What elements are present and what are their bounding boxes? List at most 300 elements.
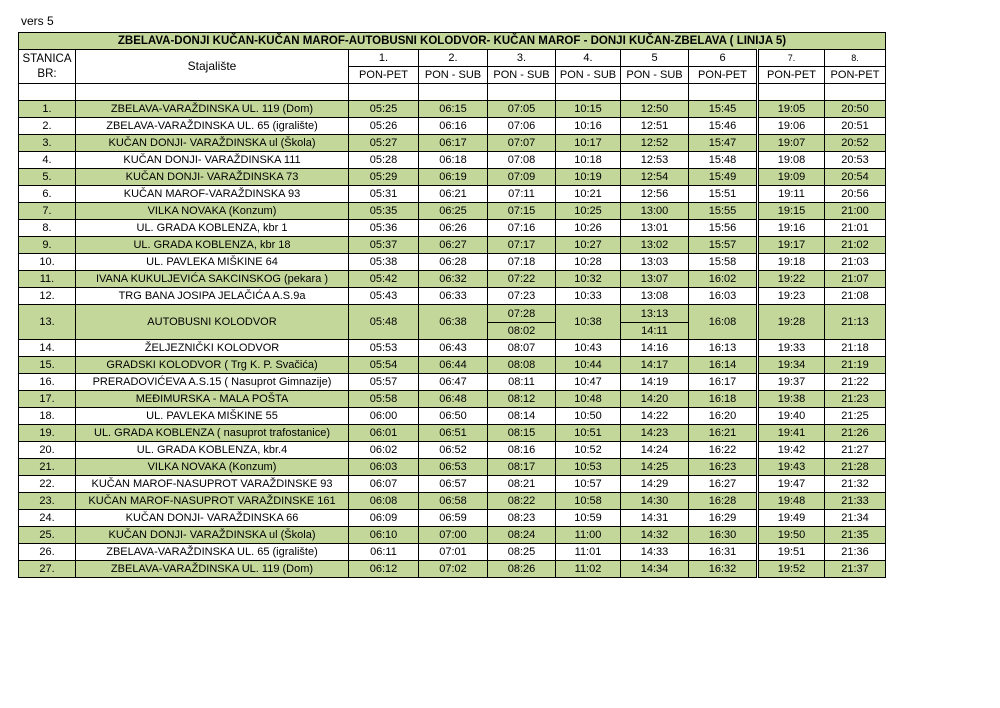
stop-name-cell: KUČAN MAROF-NASUPROT VARAŽDINSKE 161 <box>76 493 349 510</box>
departure-time-cell: 21:23 <box>825 391 886 408</box>
departure-time-cell: 06:10 <box>349 527 419 544</box>
departure-time-cell: 10:27 <box>556 237 621 254</box>
departure-time-cell: 06:09 <box>349 510 419 527</box>
departure-time-cell: 06:57 <box>419 476 488 493</box>
departure-time-cell: 08:15 <box>488 425 556 442</box>
stop-name-cell: MEĐIMURSKA - MALA POŠTA <box>76 391 349 408</box>
departure-time-cell: 08:08 <box>488 357 556 374</box>
departure-time-cell: 21:28 <box>825 459 886 476</box>
departure-time-cell: 10:38 <box>556 305 621 340</box>
table-row <box>19 203 886 220</box>
departure-time-cell: 08:23 <box>488 510 556 527</box>
table-row <box>19 101 886 118</box>
departure-time-cell: 07:02 <box>419 561 488 578</box>
departure-time-cell: 05:42 <box>349 271 419 288</box>
departure-time-cell: 11:02 <box>556 561 621 578</box>
spacer-cell <box>689 84 758 101</box>
table-row <box>19 169 886 186</box>
stop-name-cell: VILKA NOVAKA (Konzum) <box>76 459 349 476</box>
departure-time-cell: 06:51 <box>419 425 488 442</box>
departure-time-cell: 13:07 <box>621 271 689 288</box>
departure-time-cell: 15:57 <box>689 237 758 254</box>
departure-time-cell: 19:08 <box>758 152 825 169</box>
departure-time-cell: 05:48 <box>349 305 419 340</box>
departure-time-cell: 14:20 <box>621 391 689 408</box>
departure-time-cell: 06:59 <box>419 510 488 527</box>
departure-time-cell: 05:36 <box>349 220 419 237</box>
departure-time-cell: 06:17 <box>419 135 488 152</box>
table-row <box>19 476 886 493</box>
spacer-cell <box>19 84 76 101</box>
departure-time-cell: 16:08 <box>689 305 758 340</box>
departure-time-cell: 10:15 <box>556 101 621 118</box>
departure-time-cell: 08:12 <box>488 391 556 408</box>
stop-header: Stajalište <box>76 50 349 84</box>
days-cell-2: PON - SUB <box>419 67 488 84</box>
departure-time-cell: 21:01 <box>825 220 886 237</box>
departure-time-cell: 21:03 <box>825 254 886 271</box>
station-number-cell: 18. <box>19 408 76 425</box>
stop-name-cell: UL. GRADA KOBLENZA ( nasuprot trafostanice) <box>76 425 349 442</box>
departure-time-cell: 14:29 <box>621 476 689 493</box>
spacer-cell <box>758 84 825 101</box>
departure-time-cell: 06:27 <box>419 237 488 254</box>
departure-time-cell: 19:38 <box>758 391 825 408</box>
departure-time-cell: 19:18 <box>758 254 825 271</box>
departure-time-cell: 07:17 <box>488 237 556 254</box>
departure-time-cell: 19:11 <box>758 186 825 203</box>
departure-time-cell: 14:24 <box>621 442 689 459</box>
departure-header-5: 5 <box>621 50 689 67</box>
departure-header-3: 3. <box>488 50 556 67</box>
departure-time-cell: 19:41 <box>758 425 825 442</box>
departure-time-cell: 07:07 <box>488 135 556 152</box>
departure-time-cell: 06:50 <box>419 408 488 425</box>
departure-time-cell: 15:48 <box>689 152 758 169</box>
table-row <box>19 237 886 254</box>
spacer-cell <box>825 84 886 101</box>
departure-time-cell: 21:00 <box>825 203 886 220</box>
station-number-cell: 1. <box>19 101 76 118</box>
station-number-cell: 5. <box>19 169 76 186</box>
departure-time-cell: 13:02 <box>621 237 689 254</box>
departure-time-cell: 16:14 <box>689 357 758 374</box>
departure-time-cell: 06:43 <box>419 340 488 357</box>
departure-time-cell: 21:07 <box>825 271 886 288</box>
departure-time-cell: 19:23 <box>758 288 825 305</box>
departure-header-2: 2. <box>419 50 488 67</box>
departure-time-cell: 14:16 <box>621 340 689 357</box>
departure-time-cell: 08:21 <box>488 476 556 493</box>
departure-time-cell: 05:37 <box>349 237 419 254</box>
departure-time-cell: 16:22 <box>689 442 758 459</box>
departure-time-cell: 13:00 <box>621 203 689 220</box>
departure-time-cell: 05:27 <box>349 135 419 152</box>
departure-time-cell: 10:43 <box>556 340 621 357</box>
stop-name-cell: ZBELAVA-VARAŽDINSKA UL. 65 (igralište) <box>76 544 349 561</box>
table-row <box>19 544 886 561</box>
departure-header-1: 1. <box>349 50 419 67</box>
departure-time-cell: 10:33 <box>556 288 621 305</box>
departure-time-cell: 10:18 <box>556 152 621 169</box>
table-row <box>19 186 886 203</box>
departure-time-cell: 06:28 <box>419 254 488 271</box>
departure-time-cell <box>488 305 556 340</box>
departure-time-cell: 07:01 <box>419 544 488 561</box>
departure-time-cell: 08:22 <box>488 493 556 510</box>
departure-time: 07:28 <box>488 306 555 323</box>
stop-name-cell: ŽELJEZNIČKI KOLODVOR <box>76 340 349 357</box>
stop-name-cell: ZBELAVA-VARAŽDINSKA UL. 119 (Dom) <box>76 101 349 118</box>
departure-time-cell: 15:58 <box>689 254 758 271</box>
stop-name-cell: UL. GRADA KOBLENZA, kbr 1 <box>76 220 349 237</box>
departure-time-cell: 05:53 <box>349 340 419 357</box>
departure-time-cell: 21:19 <box>825 357 886 374</box>
header-row <box>19 50 886 67</box>
departure-time-cell: 10:25 <box>556 203 621 220</box>
table-row <box>19 391 886 408</box>
departure-time-cell: 19:09 <box>758 169 825 186</box>
departure-time-cell: 13:03 <box>621 254 689 271</box>
departure-time-cell: 10:32 <box>556 271 621 288</box>
departure-time-cell: 05:28 <box>349 152 419 169</box>
departure-header-7: 7. <box>758 50 825 67</box>
table-row <box>19 493 886 510</box>
departure-time-cell: 15:56 <box>689 220 758 237</box>
table-row <box>19 408 886 425</box>
spacer-cell <box>621 84 689 101</box>
timetable <box>18 32 886 578</box>
departure-time-cell: 20:51 <box>825 118 886 135</box>
departure-time-cell: 05:29 <box>349 169 419 186</box>
departure-time-cell: 05:31 <box>349 186 419 203</box>
departure-time-cell: 16:20 <box>689 408 758 425</box>
station-number-cell: 3. <box>19 135 76 152</box>
table-row <box>19 305 886 340</box>
version-label: vers 5 <box>21 14 54 28</box>
departure-header-6: 6 <box>689 50 758 67</box>
departure-time-cell: 05:25 <box>349 101 419 118</box>
timetable-title: ZBELAVA-DONJI KUČAN-KUČAN MAROF-AUTOBUSNI KOLODVOR- KUČAN MAROF - DONJI KUČAN-ZBELAVA ( LINIJA 5) <box>19 33 886 50</box>
departure-time-cell: 07:22 <box>488 271 556 288</box>
spacer-row <box>19 84 886 101</box>
departure-time-cell: 10:16 <box>556 118 621 135</box>
table-row <box>19 561 886 578</box>
departure-time-cell: 05:38 <box>349 254 419 271</box>
departure-time-cell: 06:00 <box>349 408 419 425</box>
departure-time-cell: 06:53 <box>419 459 488 476</box>
stop-name-cell: KUČAN DONJI- VARAŽDINSKA ul (Škola) <box>76 527 349 544</box>
departure-time-cell: 15:45 <box>689 101 758 118</box>
station-number-cell: 27. <box>19 561 76 578</box>
departure-time-cell: 13:08 <box>621 288 689 305</box>
departure-time-cell: 06:32 <box>419 271 488 288</box>
departure-time-cell: 19:37 <box>758 374 825 391</box>
stop-name-cell: KUČAN DONJI- VARAŽDINSKA 66 <box>76 510 349 527</box>
departure-time-cell: 16:27 <box>689 476 758 493</box>
stop-name-cell: KUČAN MAROF-NASUPROT VARAŽDINSKE 93 <box>76 476 349 493</box>
departure-time-cell: 05:26 <box>349 118 419 135</box>
departure-header-8: 8. <box>825 50 886 67</box>
departure-time-cell: 06:18 <box>419 152 488 169</box>
spacer-cell <box>349 84 419 101</box>
spacer-cell <box>76 84 349 101</box>
departure-time-cell: 16:02 <box>689 271 758 288</box>
table-row <box>19 357 886 374</box>
stop-name-cell: KUČAN MAROF-VARAŽDINSKA 93 <box>76 186 349 203</box>
departure-time-cell: 14:30 <box>621 493 689 510</box>
departure-time-cell: 19:16 <box>758 220 825 237</box>
departure-time-cell: 05:35 <box>349 203 419 220</box>
stop-name-cell: KUČAN DONJI- VARAŽDINSKA ul (Škola) <box>76 135 349 152</box>
station-number-cell: 19. <box>19 425 76 442</box>
station-number-cell: 8. <box>19 220 76 237</box>
departure-time-cell <box>621 305 689 340</box>
departure-time-cell: 06:15 <box>419 101 488 118</box>
spacer-cell <box>488 84 556 101</box>
table-row <box>19 527 886 544</box>
departure-time-cell: 16:30 <box>689 527 758 544</box>
departure-time-cell: 21:37 <box>825 561 886 578</box>
departure-time-cell: 05:58 <box>349 391 419 408</box>
departure-time-second: 14:11 <box>641 324 668 337</box>
title-row <box>19 33 886 50</box>
stop-name-cell: VILKA NOVAKA (Konzum) <box>76 203 349 220</box>
departure-time-cell: 07:15 <box>488 203 556 220</box>
departure-time: 13:13 <box>621 306 688 323</box>
departure-time-cell: 21:26 <box>825 425 886 442</box>
departure-time-cell: 15:46 <box>689 118 758 135</box>
departure-time-cell: 07:11 <box>488 186 556 203</box>
departure-time-cell: 19:06 <box>758 118 825 135</box>
table-row <box>19 425 886 442</box>
departure-time-cell: 12:56 <box>621 186 689 203</box>
departure-time-cell: 10:53 <box>556 459 621 476</box>
departure-time-cell: 19:05 <box>758 101 825 118</box>
table-row <box>19 254 886 271</box>
departure-time-cell: 10:50 <box>556 408 621 425</box>
departure-time-cell: 10:17 <box>556 135 621 152</box>
departure-time-cell: 19:43 <box>758 459 825 476</box>
departure-time-cell: 08:17 <box>488 459 556 476</box>
departure-time-second: 08:02 <box>507 324 536 337</box>
departure-time-cell: 12:52 <box>621 135 689 152</box>
stop-name-cell: PRERADOVIĆEVA A.S.15 ( Nasuprot Gimnazije) <box>76 374 349 391</box>
departure-time-cell: 06:48 <box>419 391 488 408</box>
station-number-header: STANICA BR: <box>19 50 76 84</box>
stop-name-cell: IVANA KUKULJEVIĆA SAKCINSKOG (pekara ) <box>76 271 349 288</box>
departure-time-cell: 16:28 <box>689 493 758 510</box>
departure-time-cell: 06:58 <box>419 493 488 510</box>
stop-name-cell: UL. PAVLEKA MIŠKINE 55 <box>76 408 349 425</box>
departure-time-cell: 07:23 <box>488 288 556 305</box>
departure-time-cell: 14:25 <box>621 459 689 476</box>
station-number-cell: 11. <box>19 271 76 288</box>
departure-time-cell: 08:25 <box>488 544 556 561</box>
station-number-cell: 24. <box>19 510 76 527</box>
departure-time-cell: 19:33 <box>758 340 825 357</box>
station-number-cell: 12. <box>19 288 76 305</box>
departure-time-cell: 21:36 <box>825 544 886 561</box>
station-number-cell: 22. <box>19 476 76 493</box>
departure-time-cell: 21:22 <box>825 374 886 391</box>
departure-time-cell: 21:32 <box>825 476 886 493</box>
departure-time-cell: 10:57 <box>556 476 621 493</box>
departure-time-cell: 08:26 <box>488 561 556 578</box>
departure-time-cell: 19:48 <box>758 493 825 510</box>
departure-time-cell: 10:59 <box>556 510 621 527</box>
departure-time-cell: 16:32 <box>689 561 758 578</box>
departure-time-cell: 21:33 <box>825 493 886 510</box>
station-number-cell: 23. <box>19 493 76 510</box>
stop-name-cell: ZBELAVA-VARAŽDINSKA UL. 119 (Dom) <box>76 561 349 578</box>
departure-time-cell: 10:19 <box>556 169 621 186</box>
departure-time-cell: 16:29 <box>689 510 758 527</box>
departure-time-cell: 10:51 <box>556 425 621 442</box>
departure-time-cell: 10:26 <box>556 220 621 237</box>
station-number-cell: 14. <box>19 340 76 357</box>
stop-name-cell: UL. GRADA KOBLENZA, kbr.4 <box>76 442 349 459</box>
departure-time-cell: 11:01 <box>556 544 621 561</box>
departure-time-cell: 19:17 <box>758 237 825 254</box>
departure-time-cell: 06:47 <box>419 374 488 391</box>
days-cell-7: PON-PET <box>758 67 825 84</box>
table-row <box>19 340 886 357</box>
days-cell-3: PON - SUB <box>488 67 556 84</box>
departure-time-cell: 08:07 <box>488 340 556 357</box>
table-row <box>19 152 886 169</box>
departure-time-cell: 16:31 <box>689 544 758 561</box>
departure-time-cell: 14:31 <box>621 510 689 527</box>
departure-time-cell: 21:18 <box>825 340 886 357</box>
days-cell-6: PON-PET <box>689 67 758 84</box>
departure-time-cell: 06:07 <box>349 476 419 493</box>
departure-time-cell: 20:52 <box>825 135 886 152</box>
station-number-cell: 9. <box>19 237 76 254</box>
departure-time-cell: 10:52 <box>556 442 621 459</box>
departure-time-cell: 14:19 <box>621 374 689 391</box>
departure-time-cell: 05:43 <box>349 288 419 305</box>
departure-time-cell: 08:11 <box>488 374 556 391</box>
stop-name-cell: AUTOBUSNI KOLODVOR <box>76 305 349 340</box>
departure-time-cell: 19:50 <box>758 527 825 544</box>
departure-time-cell: 12:53 <box>621 152 689 169</box>
station-number-cell: 2. <box>19 118 76 135</box>
stop-name-cell: KUČAN DONJI- VARAŽDINSKA 73 <box>76 169 349 186</box>
station-number-cell: 15. <box>19 357 76 374</box>
departure-time-cell: 20:50 <box>825 101 886 118</box>
departure-time-cell: 06:19 <box>419 169 488 186</box>
spacer-cell <box>419 84 488 101</box>
departure-time-cell: 20:56 <box>825 186 886 203</box>
departure-time-cell: 08:24 <box>488 527 556 544</box>
departure-time-cell: 21:08 <box>825 288 886 305</box>
departure-time-cell: 21:35 <box>825 527 886 544</box>
departure-time-cell: 19:34 <box>758 357 825 374</box>
departure-time-cell: 20:53 <box>825 152 886 169</box>
departure-time-cell: 06:16 <box>419 118 488 135</box>
departure-time-cell: 10:44 <box>556 357 621 374</box>
departure-time-cell: 06:26 <box>419 220 488 237</box>
departure-time-cell: 21:13 <box>825 305 886 340</box>
departure-time-cell: 19:15 <box>758 203 825 220</box>
departure-time-cell: 19:42 <box>758 442 825 459</box>
departure-time-cell: 19:49 <box>758 510 825 527</box>
departure-time-cell: 16:03 <box>689 288 758 305</box>
station-number-cell: 25. <box>19 527 76 544</box>
departure-time-cell: 19:51 <box>758 544 825 561</box>
station-number-cell: 17. <box>19 391 76 408</box>
table-row <box>19 374 886 391</box>
departure-time-cell: 06:38 <box>419 305 488 340</box>
days-cell-8: PON-PET <box>825 67 886 84</box>
departure-time-cell: 19:52 <box>758 561 825 578</box>
departure-time-cell: 12:51 <box>621 118 689 135</box>
departure-time-cell: 16:18 <box>689 391 758 408</box>
departure-time-cell: 14:33 <box>621 544 689 561</box>
departure-time-cell: 20:54 <box>825 169 886 186</box>
departure-time-cell: 19:47 <box>758 476 825 493</box>
departure-time-cell: 05:57 <box>349 374 419 391</box>
departure-time-cell: 10:28 <box>556 254 621 271</box>
table-row <box>19 118 886 135</box>
days-cell-4: PON - SUB <box>556 67 621 84</box>
station-number-cell: 6. <box>19 186 76 203</box>
departure-time-cell: 07:18 <box>488 254 556 271</box>
departure-time-cell: 16:17 <box>689 374 758 391</box>
departure-time-cell: 05:54 <box>349 357 419 374</box>
table-row <box>19 220 886 237</box>
departure-time-cell: 06:25 <box>419 203 488 220</box>
stop-name-cell: ZBELAVA-VARAŽDINSKA UL. 65 (igralište) <box>76 118 349 135</box>
table-row <box>19 459 886 476</box>
station-number-cell: 4. <box>19 152 76 169</box>
departure-time-cell: 06:02 <box>349 442 419 459</box>
departure-time-cell: 21:34 <box>825 510 886 527</box>
departure-time-cell: 15:49 <box>689 169 758 186</box>
departure-time-cell: 16:23 <box>689 459 758 476</box>
stop-name-cell: KUČAN DONJI- VARAŽDINSKA 111 <box>76 152 349 169</box>
departure-time-cell: 06:11 <box>349 544 419 561</box>
days-cell-1: PON-PET <box>349 67 419 84</box>
departure-time-cell: 14:32 <box>621 527 689 544</box>
departure-time-cell: 14:22 <box>621 408 689 425</box>
station-number-cell: 16. <box>19 374 76 391</box>
departure-time-cell: 15:51 <box>689 186 758 203</box>
departure-time-cell: 13:01 <box>621 220 689 237</box>
departure-time-cell: 16:21 <box>689 425 758 442</box>
departure-time-cell: 14:23 <box>621 425 689 442</box>
days-cell-5: PON - SUB <box>621 67 689 84</box>
departure-time-cell: 14:34 <box>621 561 689 578</box>
departure-time-cell: 06:01 <box>349 425 419 442</box>
departure-time-cell: 11:00 <box>556 527 621 544</box>
departure-time-cell: 06:08 <box>349 493 419 510</box>
departure-time-cell: 06:33 <box>419 288 488 305</box>
departure-header-4: 4. <box>556 50 621 67</box>
departure-time-cell: 10:47 <box>556 374 621 391</box>
departure-time-cell: 12:54 <box>621 169 689 186</box>
station-number-cell: 10. <box>19 254 76 271</box>
spacer-cell <box>556 84 621 101</box>
departure-time-cell: 06:44 <box>419 357 488 374</box>
departure-time-cell: 07:06 <box>488 118 556 135</box>
departure-time-cell: 06:52 <box>419 442 488 459</box>
departure-time-cell: 07:05 <box>488 101 556 118</box>
station-number-cell: 26. <box>19 544 76 561</box>
table-row <box>19 135 886 152</box>
departure-time-cell: 08:16 <box>488 442 556 459</box>
